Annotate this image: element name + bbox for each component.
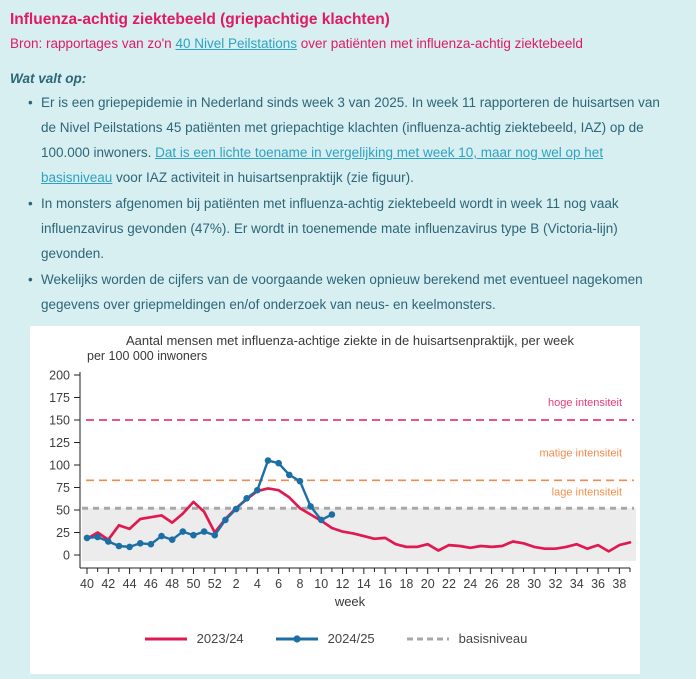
y-tick-label: 0 (63, 548, 70, 563)
data-point (158, 533, 165, 540)
x-tick-label: 16 (378, 577, 393, 591)
data-point (318, 517, 325, 524)
x-tick-label: 32 (548, 577, 563, 591)
chart-figure (30, 326, 640, 674)
highlights-list (10, 90, 682, 317)
x-tick-label: 36 (591, 577, 606, 591)
x-tick-label: 42 (101, 577, 116, 591)
data-point (329, 511, 336, 518)
x-tick-label: 20 (420, 577, 435, 591)
legend-label: 2023/24 (196, 631, 244, 646)
chart-y-axis-label: per 100 000 inwoners (87, 349, 208, 363)
chart-plot-area (30, 326, 640, 674)
list-item (41, 191, 662, 266)
bullet-text: Wekelijks worden de cijfers van de voorgaande weken opnieuw berekend met eventueel nagekomen gegevens over griepmeldingen en/of onderzoek van neus- en keelmonsters. (41, 272, 643, 312)
data-point (275, 460, 282, 467)
data-point (94, 534, 101, 541)
chart-legend (30, 631, 640, 646)
x-tick-label: 30 (527, 577, 542, 591)
data-point (148, 541, 155, 548)
y-tick-label: 125 (49, 436, 70, 450)
x-tick-label: 10 (314, 577, 329, 591)
x-tick-label: 8 (296, 577, 304, 591)
data-point (137, 540, 144, 547)
x-tick-label: 12 (335, 577, 350, 591)
source-prefix: Bron: rapportages van zo'n (10, 36, 176, 51)
chart-title: Aantal mensen met influenza-achtige ziekte in de huisartsenpraktijk, per week (125, 333, 575, 348)
data-point (265, 457, 272, 464)
data-point (190, 532, 197, 539)
data-point (307, 503, 314, 510)
data-point (211, 532, 218, 539)
y-tick-label: 25 (56, 526, 70, 540)
data-point (222, 517, 229, 524)
x-tick-label: 26 (484, 577, 499, 591)
x-tick-label: 6 (275, 577, 283, 591)
x-tick-label: 40 (80, 577, 94, 591)
x-tick-label: 46 (143, 577, 158, 591)
legend-swatch-basisniveau (405, 633, 451, 645)
data-point (243, 495, 250, 502)
legend-label: basisniveau (458, 631, 528, 646)
legend-label: 2024/25 (327, 631, 375, 646)
x-tick-label: 38 (612, 577, 627, 591)
x-tick-label: 34 (569, 577, 584, 591)
x-tick-label: 52 (207, 577, 222, 591)
page-title: Influenza-achtig ziektebeeld (griepachtige klachten) (10, 11, 390, 28)
x-tick-label: 2 (232, 577, 240, 591)
data-point (180, 528, 187, 535)
data-point (84, 535, 91, 542)
x-tick-label: 28 (505, 577, 520, 591)
data-point (116, 543, 123, 550)
threshold-label-0: hoge intensiteit (548, 397, 622, 409)
y-tick-label: 150 (49, 413, 70, 428)
x-tick-label: 22 (442, 577, 456, 591)
list-item (41, 267, 662, 317)
data-point (201, 528, 208, 535)
y-tick-label: 100 (49, 458, 70, 473)
x-tick-label: 24 (463, 577, 478, 591)
data-point (169, 536, 176, 543)
x-tick-label: 48 (165, 577, 180, 591)
x-tick-label: 14 (356, 577, 371, 591)
y-tick-label: 175 (49, 391, 70, 405)
data-point (254, 487, 261, 494)
source-suffix: over patiënten met influenza-achtig ziektebeeld (297, 36, 583, 51)
bullet-text: voor IAZ activiteit in huisartsenpraktijk (zie figuur). (112, 170, 414, 185)
y-tick-label: 50 (56, 503, 70, 518)
x-tick-label: 18 (399, 577, 414, 591)
x-tick-label: 44 (122, 577, 137, 591)
bullet-text: In monsters afgenomen bij patiënten met influenza-achtig ziektebeeld wordt in week 11 nog vaak influenzavirus gevonden (47%). Er wordt in toenemende mate influenzavirus type B (Victoria-lijn) gevonden. (41, 196, 619, 261)
zone-label-lage: lage intensiteit (551, 486, 622, 499)
data-point (105, 538, 112, 545)
threshold-label-1: matige intensiteit (539, 447, 622, 460)
data-point (297, 478, 304, 485)
data-point (233, 506, 240, 513)
legend-swatch-2023-24 (143, 633, 189, 645)
legend-item-basisniveau (405, 631, 528, 646)
source-line (10, 36, 682, 51)
x-tick-label: 50 (186, 577, 201, 591)
nivel-peilstations-link[interactable]: 40 Nivel Peilstations (175, 36, 297, 51)
chart-canvas (30, 326, 640, 674)
legend-item-2023-24 (143, 631, 244, 646)
section-heading: Wat valt op: (10, 71, 87, 86)
chart-x-axis-label: week (334, 594, 366, 609)
legend-item-2024-25 (274, 631, 375, 646)
list-item (41, 90, 662, 190)
y-tick-label: 75 (56, 481, 70, 495)
legend-swatch-2024-25 (274, 633, 320, 645)
data-point (126, 544, 133, 551)
y-tick-label: 200 (49, 368, 70, 383)
bullet-text: Er is een griepepidemie in Nederland sinds week 3 van 2025. In week 11 rapporteren de huisartsen van de Nivel Peilstations 45 patiënten met griepachtige klachten (influenza-achtig ziektebeeld, IAZ) op de 100.000 inwoners. (41, 95, 660, 160)
x-tick-label: 4 (253, 577, 261, 591)
data-point (286, 472, 293, 479)
inline-link[interactable]: Dat is een lichte toename in vergelijking met week 10, maar nog wel op het basisniveau (41, 145, 604, 185)
